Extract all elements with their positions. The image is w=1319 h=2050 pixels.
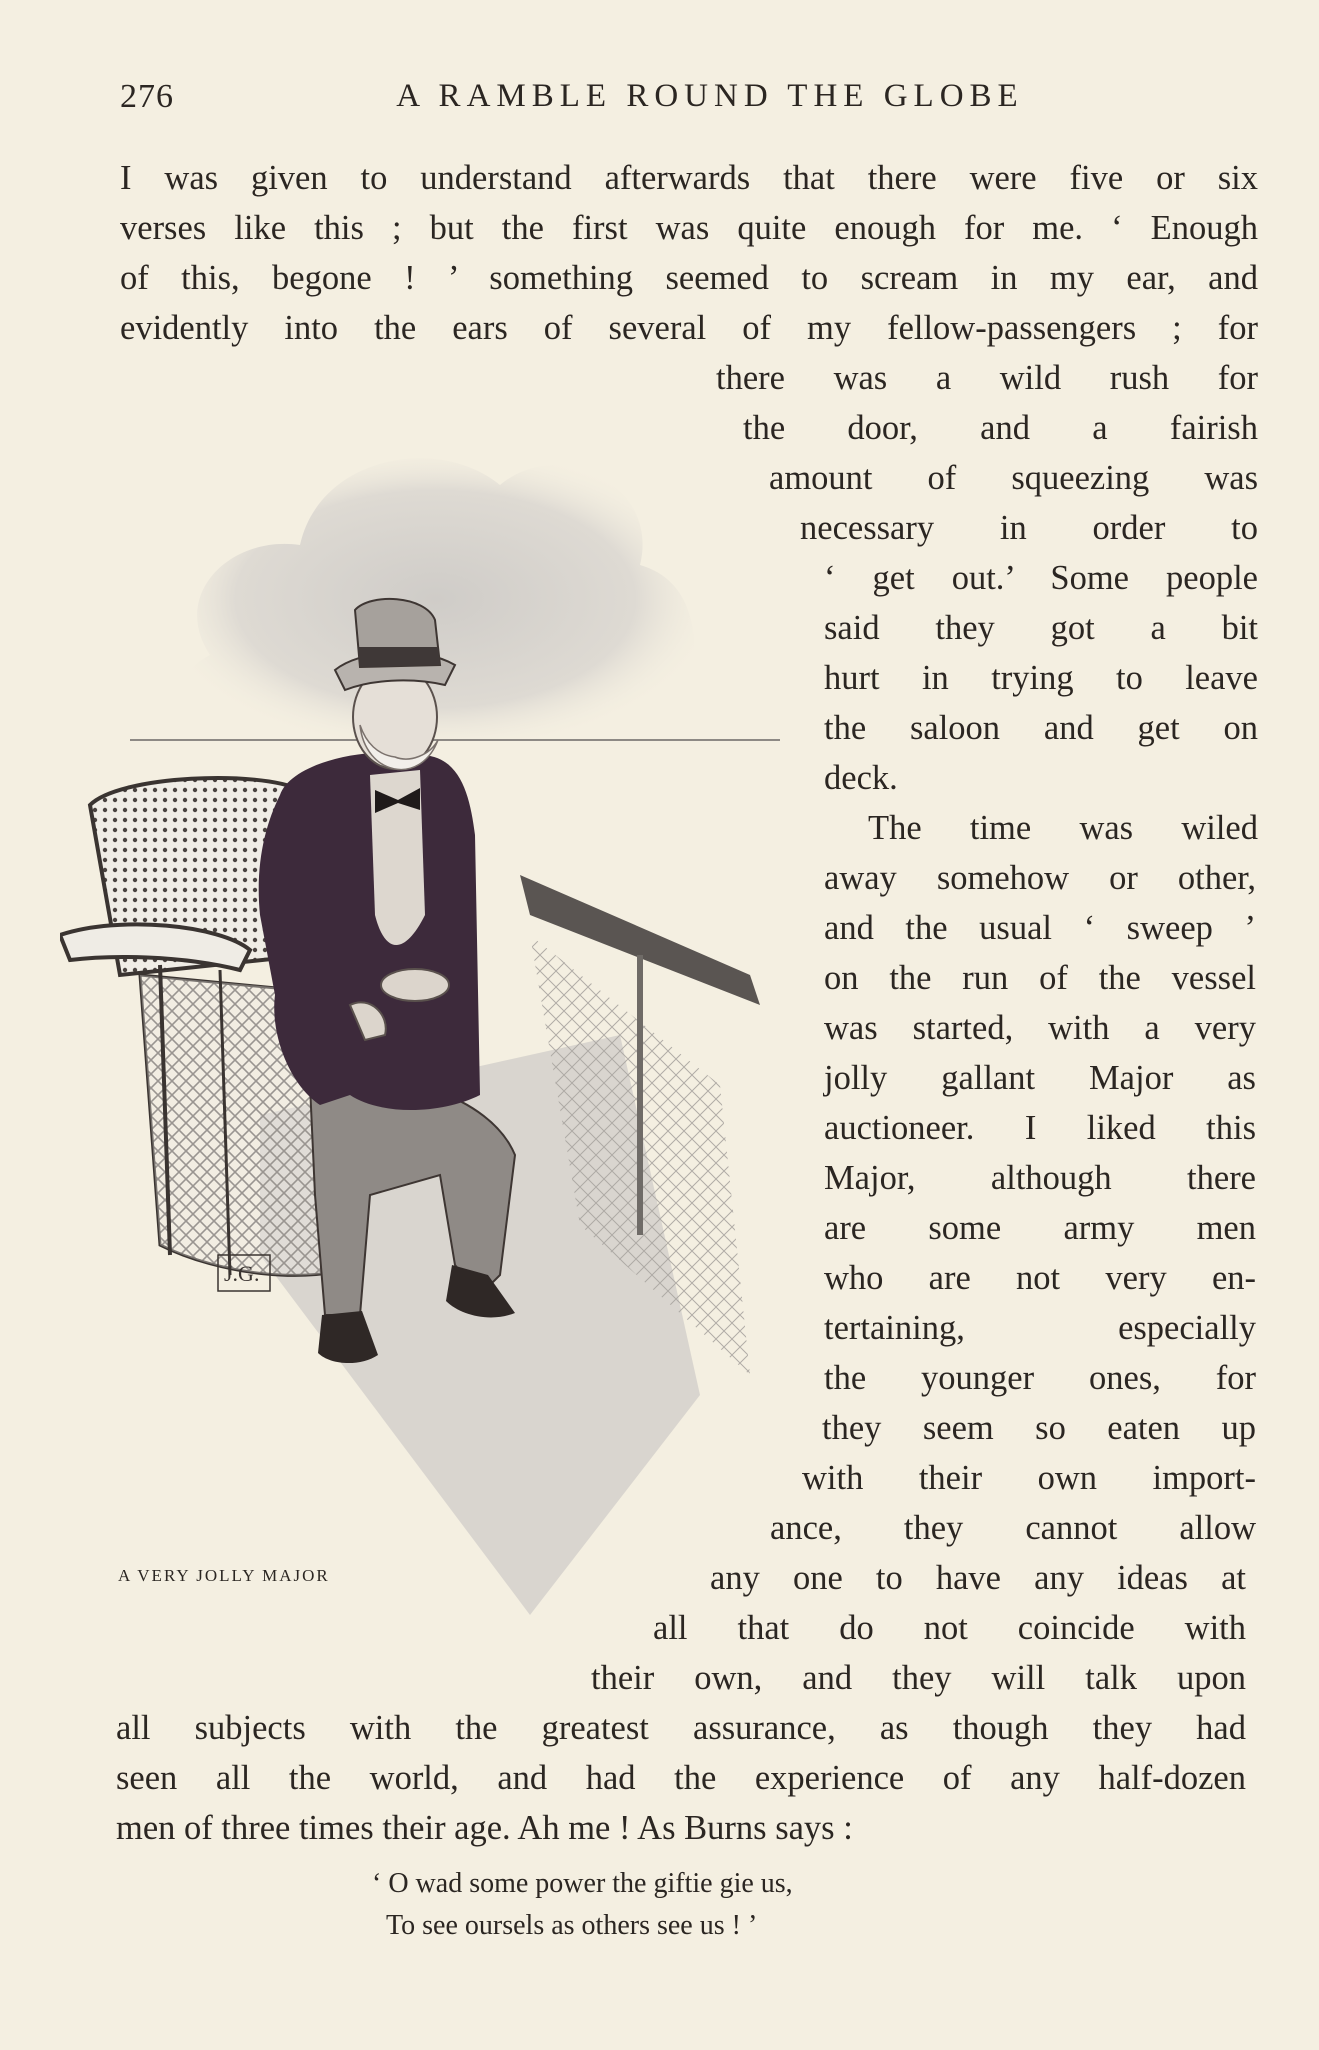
body-line: who are not very en- [824, 1259, 1256, 1297]
illustrator-monogram: J.G. [224, 1261, 260, 1286]
body-line: deck. [824, 759, 898, 797]
body-line: there was a wild rush for [716, 359, 1258, 397]
body-line: they seem so eaten up [822, 1409, 1256, 1447]
body-line: hurt in trying to leave [824, 659, 1258, 697]
body-line: jolly gallant Major as [824, 1059, 1256, 1097]
body-line: necessary in order to [800, 509, 1258, 547]
body-line: the door, and a fairish [743, 409, 1258, 447]
illustration-caption: A VERY JOLLY MAJOR [118, 1566, 330, 1585]
running-title: A RAMBLE ROUND THE GLOBE [396, 78, 1024, 114]
body-line: all that do not coincide with [653, 1609, 1246, 1647]
body-line: The time was wiled [868, 809, 1258, 847]
verse-line: To see oursels as others see us ! ’ [386, 1910, 758, 1941]
body-line: away somehow or other, [824, 859, 1256, 897]
body-line: their own, and they will talk upon [591, 1659, 1246, 1697]
body-line: of this, begone ! ’ something seemed to scream in my ear, and [120, 259, 1258, 297]
body-line: the younger ones, for [824, 1359, 1256, 1397]
body-line: ance, they cannot allow [770, 1509, 1256, 1547]
major-in-wicker-chair-illustration [60, 395, 780, 1635]
body-line: ‘ get out.’ Some people [824, 559, 1258, 597]
page-number: 276 [120, 78, 174, 115]
running-head [120, 78, 1260, 128]
body-line: amount of squeezing was [769, 459, 1258, 497]
body-line: was started, with a very [824, 1009, 1256, 1047]
body-line: evidently into the ears of several of my fellow-passengers ; for [120, 309, 1258, 347]
body-line: are some army men [824, 1209, 1256, 1247]
body-line: verses like this ; but the first was quite enough for me. ‘ Enough [120, 209, 1258, 247]
body-line: tertaining, especially [824, 1309, 1256, 1347]
body-line: and the usual ‘ sweep ’ [824, 909, 1256, 947]
body-line: said they got a bit [824, 609, 1258, 647]
body-line: with their own import- [802, 1459, 1256, 1497]
body-line: all subjects with the greatest assurance, as though they had [116, 1709, 1246, 1747]
body-line: seen all the world, and had the experience of any half-dozen [116, 1759, 1246, 1797]
body-line: any one to have any ideas at [710, 1559, 1246, 1597]
body-line: men of three times their age. Ah me ! As Burns says : [116, 1809, 853, 1847]
verse-line: ‘ O wad some power the giftie gie us, [372, 1868, 793, 1899]
body-line: Major, although there [824, 1159, 1256, 1197]
body-line: on the run of the vessel [824, 959, 1256, 997]
body-line: auctioneer. I liked this [824, 1109, 1256, 1147]
body-line: I was given to understand afterwards that there were five or six [120, 159, 1258, 197]
body-line: the saloon and get on [824, 709, 1258, 747]
